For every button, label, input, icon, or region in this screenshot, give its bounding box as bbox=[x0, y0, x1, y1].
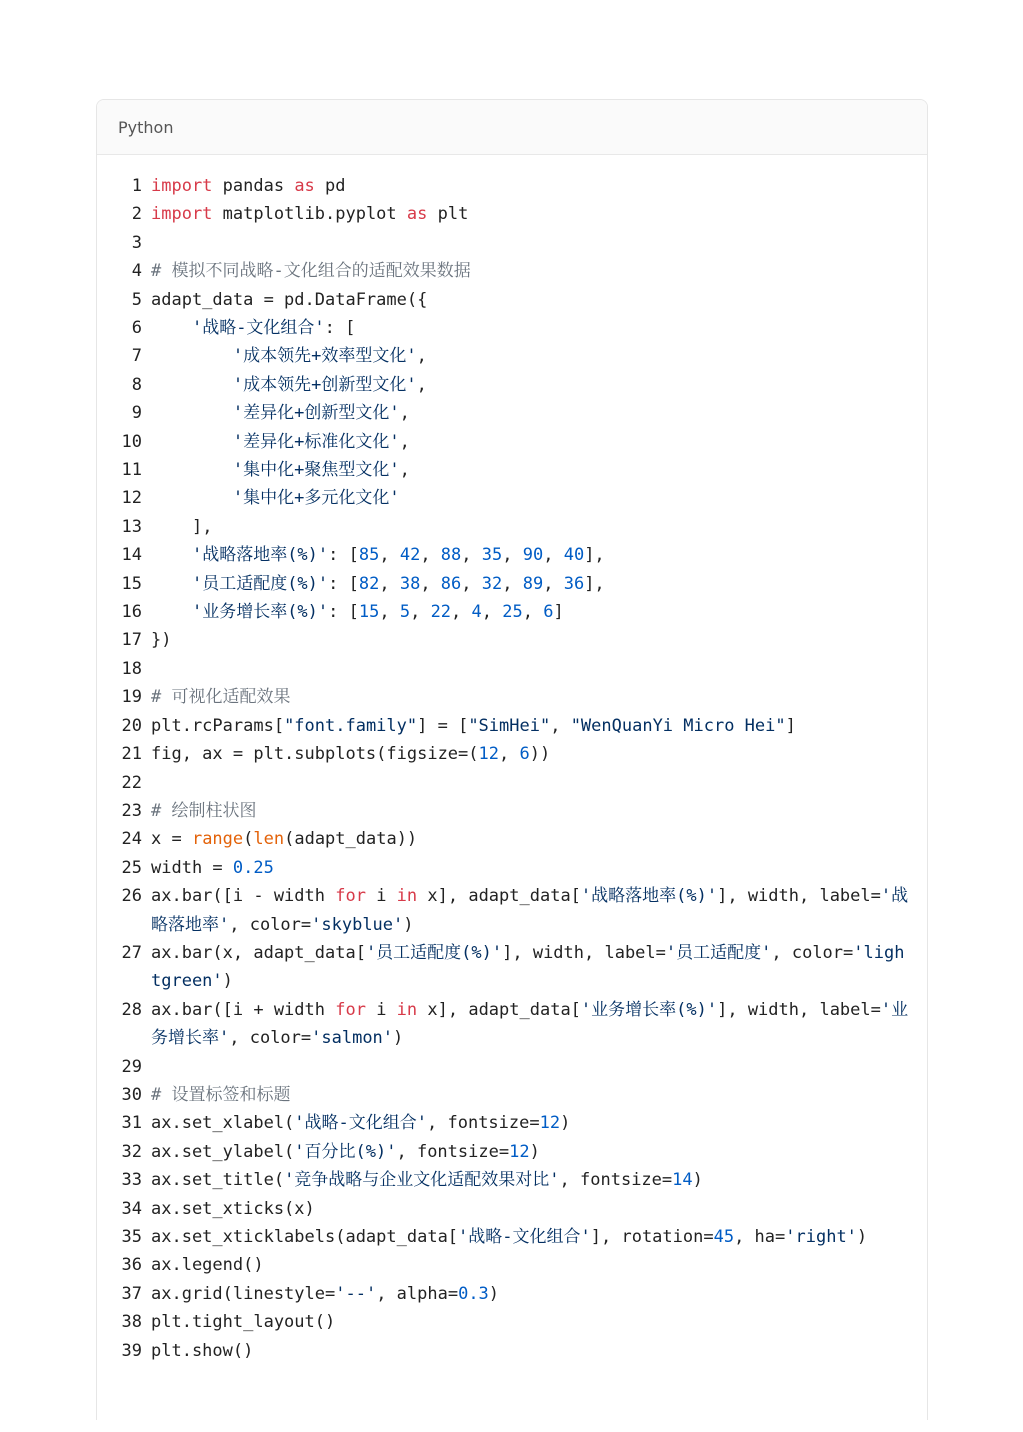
code-token: '员工适配度(%)' bbox=[191, 573, 329, 594]
code-token: width = bbox=[151, 857, 233, 878]
code-token bbox=[151, 375, 233, 395]
line-number: 39 bbox=[121, 1340, 142, 1361]
code-token: '战略-文化组合' bbox=[294, 1113, 428, 1134]
line-text bbox=[151, 825, 911, 853]
code-token: as bbox=[406, 204, 428, 225]
code-token: , fontsize= bbox=[396, 1141, 510, 1162]
code-line bbox=[97, 797, 927, 825]
line-text bbox=[151, 1166, 911, 1194]
line-text bbox=[151, 683, 911, 711]
line-number: 31 bbox=[121, 1113, 142, 1134]
line-text bbox=[151, 1280, 911, 1308]
code-token: , bbox=[379, 545, 400, 566]
code-token: '--' bbox=[335, 1283, 377, 1304]
line-number: 28 bbox=[121, 999, 142, 1020]
code-token: range bbox=[191, 829, 244, 850]
code-token: as bbox=[294, 176, 315, 196]
code-token: 5 bbox=[399, 602, 411, 623]
code-token: , bbox=[543, 545, 564, 566]
code-token: , bbox=[502, 573, 523, 594]
code-token: ax.bar([i - width bbox=[151, 886, 336, 907]
code-block bbox=[96, 99, 928, 1420]
code-token: i bbox=[365, 886, 397, 907]
line-text bbox=[151, 1251, 911, 1279]
code-token: ) bbox=[529, 1141, 540, 1162]
code-token: adapt_data = pd.DataFrame({ bbox=[151, 289, 428, 310]
code-token bbox=[151, 545, 192, 565]
code-token: ) bbox=[560, 1113, 571, 1134]
code-token: , color= bbox=[229, 1028, 312, 1049]
code-line bbox=[97, 1280, 927, 1308]
code-token: , bbox=[416, 346, 427, 367]
code-token: plt.rcParams[ bbox=[151, 715, 285, 736]
code-token bbox=[151, 602, 192, 622]
code-token: '业务增长率' bbox=[151, 999, 909, 1049]
line-number: 21 bbox=[121, 744, 142, 765]
code-token: for bbox=[335, 886, 366, 907]
code-token bbox=[151, 488, 233, 508]
line-text bbox=[151, 1223, 911, 1251]
code-token: '百分比(%)' bbox=[294, 1141, 397, 1162]
line-number: 23 bbox=[121, 800, 142, 821]
line-number: 2 bbox=[131, 204, 142, 225]
code-token: , bbox=[461, 573, 482, 594]
line-number: 7 bbox=[131, 346, 142, 367]
code-token: # 绘制柱状图 bbox=[151, 800, 257, 821]
line-text bbox=[151, 541, 911, 569]
line-text bbox=[151, 513, 911, 541]
line-number: 9 bbox=[131, 403, 142, 424]
code-token: ax.set_title( bbox=[151, 1170, 285, 1191]
code-token: , color= bbox=[229, 914, 312, 935]
code-line bbox=[97, 342, 927, 370]
code-token: , alpha= bbox=[376, 1283, 459, 1304]
code-token: '战略-文化组合' bbox=[458, 1226, 591, 1247]
line-text bbox=[151, 1081, 911, 1109]
line-number: 26 bbox=[121, 886, 142, 907]
code-token: , fontsize= bbox=[559, 1170, 673, 1191]
line-number: 14 bbox=[121, 545, 142, 566]
code-token: 'right' bbox=[785, 1226, 857, 1247]
code-token: 82 bbox=[358, 573, 380, 594]
code-token: 0.3 bbox=[458, 1283, 489, 1304]
line-text bbox=[151, 882, 911, 939]
line-text bbox=[151, 371, 911, 399]
code-token: fig, ax = plt.subplots(figsize=( bbox=[151, 744, 479, 765]
language-label: Python bbox=[118, 117, 174, 137]
code-line bbox=[97, 371, 927, 399]
code-token: ) bbox=[393, 1028, 404, 1049]
code-line bbox=[97, 1081, 927, 1109]
code-token: '竞争战略与企业文化适配效果对比' bbox=[284, 1170, 560, 1191]
code-line bbox=[97, 1195, 927, 1223]
code-token: x], adapt_data[ bbox=[417, 999, 581, 1020]
code-line bbox=[97, 229, 927, 257]
line-text bbox=[151, 996, 911, 1053]
code-token: 36 bbox=[563, 573, 585, 594]
code-token: , bbox=[379, 602, 400, 623]
code-line bbox=[97, 1166, 927, 1194]
code-token: ) bbox=[403, 914, 414, 935]
code-line bbox=[97, 541, 927, 569]
line-number: 5 bbox=[131, 289, 142, 310]
code-token: # 可视化适配效果 bbox=[151, 687, 291, 708]
code-line bbox=[97, 1109, 927, 1137]
code-token: 32 bbox=[481, 573, 503, 594]
code-line bbox=[97, 1138, 927, 1166]
line-number: 6 bbox=[131, 318, 142, 339]
code-token: )) bbox=[529, 744, 551, 765]
code-line bbox=[97, 257, 927, 285]
code-token: , bbox=[399, 403, 410, 424]
line-number: 13 bbox=[121, 516, 142, 537]
code-line bbox=[97, 399, 927, 427]
code-token: 0.25 bbox=[232, 857, 274, 878]
line-number: 34 bbox=[121, 1198, 142, 1219]
line-text bbox=[151, 939, 911, 996]
code-token: matplotlib.pyplot bbox=[212, 204, 407, 225]
code-token: 15 bbox=[358, 602, 380, 623]
code-token bbox=[151, 346, 233, 366]
code-line bbox=[97, 1337, 927, 1365]
line-text bbox=[151, 1337, 911, 1365]
code-token: in bbox=[396, 999, 418, 1020]
code-token: 89 bbox=[522, 573, 544, 594]
code-token bbox=[151, 460, 233, 480]
code-token bbox=[151, 318, 192, 338]
code-token: '成本领先+创新型文化' bbox=[232, 374, 417, 395]
code-token: '集中化+聚焦型文化' bbox=[232, 460, 400, 481]
line-number: 30 bbox=[121, 1084, 142, 1105]
code-token: ] bbox=[553, 602, 564, 623]
line-text bbox=[151, 712, 911, 740]
code-token: '员工适配度(%)' bbox=[365, 942, 503, 963]
code-token: , bbox=[420, 573, 441, 594]
line-text bbox=[151, 200, 911, 228]
code-token: 86 bbox=[440, 573, 462, 594]
code-token: ], width, label= bbox=[717, 999, 881, 1020]
code-token: # 设置标签和标题 bbox=[151, 1084, 291, 1105]
line-text bbox=[151, 1308, 911, 1336]
code-token: ) bbox=[856, 1226, 868, 1247]
line-number: 38 bbox=[121, 1312, 142, 1333]
code-token: i bbox=[365, 999, 397, 1020]
code-token: import bbox=[151, 204, 213, 225]
code-line bbox=[97, 996, 927, 1053]
code-token: import bbox=[151, 176, 213, 196]
code-line bbox=[97, 1223, 927, 1251]
code-line bbox=[97, 286, 927, 314]
line-text bbox=[151, 428, 911, 456]
code-token: ax.bar(x, adapt_data[ bbox=[151, 942, 366, 963]
code-token: ax.set_xlabel( bbox=[151, 1113, 295, 1134]
code-token: , bbox=[481, 602, 503, 623]
code-token: '差异化+标准化文化' bbox=[232, 431, 400, 452]
code-token: ], bbox=[151, 516, 213, 537]
line-number: 18 bbox=[121, 658, 142, 679]
code-token: ], rotation= bbox=[590, 1226, 714, 1247]
code-token: , bbox=[399, 431, 410, 452]
code-token: ], bbox=[584, 573, 605, 594]
code-line bbox=[97, 740, 927, 768]
line-number: 25 bbox=[121, 857, 142, 878]
code-token: : [ bbox=[328, 602, 359, 623]
line-number: 4 bbox=[131, 261, 142, 282]
code-token: 42 bbox=[399, 545, 421, 566]
code-token: 12 bbox=[539, 1113, 561, 1134]
code-token: , ha= bbox=[734, 1226, 786, 1247]
code-token: ) bbox=[222, 971, 233, 992]
code-token: x], adapt_data[ bbox=[417, 886, 581, 907]
line-number: 1 bbox=[131, 176, 142, 196]
code-token: "SimHei" bbox=[468, 715, 551, 736]
code-token: 45 bbox=[713, 1226, 735, 1247]
line-number: 10 bbox=[121, 431, 142, 452]
code-token: 'lightgreen' bbox=[151, 942, 905, 992]
line-number: 33 bbox=[121, 1170, 142, 1191]
code-token bbox=[151, 574, 192, 594]
line-number: 17 bbox=[121, 630, 142, 651]
line-number: 29 bbox=[121, 1056, 142, 1077]
code-token: '集中化+多元化文化' bbox=[232, 488, 400, 509]
line-text bbox=[151, 797, 911, 825]
code-line bbox=[97, 513, 927, 541]
code-token: 90 bbox=[522, 545, 544, 566]
line-text bbox=[151, 626, 911, 654]
line-text bbox=[151, 172, 911, 200]
line-text bbox=[151, 286, 911, 314]
code-token: ax.set_xticklabels(adapt_data[ bbox=[151, 1226, 459, 1247]
code-token: 12 bbox=[509, 1141, 530, 1162]
line-text bbox=[151, 1138, 911, 1166]
code-token: , bbox=[502, 545, 523, 566]
line-number: 32 bbox=[121, 1141, 142, 1162]
line-number: 11 bbox=[121, 460, 142, 481]
code-token: '战略落地率(%)' bbox=[191, 545, 329, 566]
code-token: "font.family" bbox=[284, 715, 418, 736]
code-line bbox=[97, 314, 927, 342]
code-token: ax.bar([i + width bbox=[151, 999, 336, 1020]
line-number: 37 bbox=[121, 1283, 142, 1304]
code-token: 88 bbox=[440, 545, 462, 566]
line-text bbox=[151, 1195, 911, 1223]
code-line bbox=[97, 825, 927, 853]
line-number: 16 bbox=[121, 602, 142, 623]
line-number: 3 bbox=[131, 232, 142, 253]
code-token: ax.set_ylabel( bbox=[151, 1141, 295, 1162]
code-line bbox=[97, 882, 927, 939]
code-token: , bbox=[499, 744, 520, 765]
code-token: in bbox=[396, 886, 418, 907]
code-token: # 模拟不同战略-文化组合的适配效果数据 bbox=[151, 261, 471, 282]
code-header bbox=[97, 100, 927, 155]
line-number: 15 bbox=[121, 573, 142, 594]
code-line bbox=[97, 655, 927, 683]
code-token: 85 bbox=[358, 545, 380, 566]
line-number: 20 bbox=[121, 715, 142, 736]
code-line bbox=[97, 172, 927, 200]
code-token bbox=[151, 403, 233, 423]
code-token: 40 bbox=[563, 545, 585, 566]
line-number: 35 bbox=[121, 1226, 142, 1247]
code-token: 25 bbox=[502, 602, 523, 623]
code-line bbox=[97, 484, 927, 512]
line-number: 27 bbox=[121, 942, 142, 963]
code-token: 14 bbox=[672, 1170, 693, 1191]
code-token: '差异化+创新型文化' bbox=[232, 403, 400, 424]
line-text bbox=[151, 740, 911, 768]
code-token: , bbox=[543, 573, 564, 594]
code-token: pandas bbox=[212, 176, 295, 196]
line-text bbox=[151, 570, 911, 598]
code-token: (adapt_data)) bbox=[284, 829, 418, 850]
code-token: '员工适配度' bbox=[665, 942, 772, 963]
code-token: ], width, label= bbox=[502, 942, 666, 963]
code-token: ax.legend() bbox=[151, 1255, 264, 1276]
code-token: , color= bbox=[771, 942, 854, 963]
code-token: ax.set_xticks(x) bbox=[151, 1198, 315, 1219]
code-token: '成本领先+效率型文化' bbox=[232, 346, 417, 367]
line-text bbox=[151, 484, 911, 512]
code-token: ) bbox=[692, 1170, 703, 1191]
code-line bbox=[97, 939, 927, 996]
code-token: 4 bbox=[471, 602, 482, 623]
code-line bbox=[97, 626, 927, 654]
code-token: 22 bbox=[430, 602, 452, 623]
code-token: 6 bbox=[543, 602, 554, 623]
line-text bbox=[151, 598, 911, 626]
line-number: 22 bbox=[121, 772, 142, 793]
line-number: 19 bbox=[121, 687, 142, 708]
line-number: 36 bbox=[121, 1255, 142, 1276]
code-token: '战略落地率(%)' bbox=[580, 886, 718, 907]
code-token: }) bbox=[151, 630, 172, 651]
code-token: ] = [ bbox=[417, 715, 469, 736]
code-line bbox=[97, 598, 927, 626]
code-token: 'skyblue' bbox=[311, 914, 404, 935]
code-line bbox=[97, 683, 927, 711]
code-token: 38 bbox=[399, 573, 421, 594]
code-token: ], width, label= bbox=[717, 886, 881, 907]
code-token: ax.grid(linestyle= bbox=[151, 1283, 336, 1304]
code-token: ], bbox=[584, 545, 605, 566]
code-line bbox=[97, 1308, 927, 1336]
code-token: pd bbox=[314, 176, 346, 196]
code-token: , bbox=[379, 573, 400, 594]
line-text bbox=[151, 314, 911, 342]
line-text bbox=[151, 257, 911, 285]
code-body bbox=[97, 172, 927, 1365]
code-line bbox=[97, 456, 927, 484]
line-number: 24 bbox=[121, 829, 142, 850]
code-token: : [ bbox=[328, 545, 359, 566]
line-number: 12 bbox=[121, 488, 142, 509]
code-token: , bbox=[420, 545, 441, 566]
code-token: x = bbox=[151, 829, 192, 850]
code-token bbox=[151, 432, 233, 452]
code-token: plt bbox=[427, 204, 469, 225]
code-token: '业务增长率(%)' bbox=[580, 999, 718, 1020]
code-token: '战略落地率' bbox=[151, 886, 909, 935]
line-text bbox=[151, 1109, 911, 1137]
code-line bbox=[97, 1053, 927, 1081]
code-token: plt.tight_layout() bbox=[151, 1312, 336, 1333]
code-token: '战略-文化组合' bbox=[191, 318, 325, 339]
code-token: ] bbox=[785, 715, 796, 736]
line-text bbox=[151, 399, 911, 427]
code-token: , bbox=[410, 602, 431, 623]
code-token: 12 bbox=[478, 744, 499, 765]
code-token: 6 bbox=[519, 744, 530, 765]
code-line bbox=[97, 200, 927, 228]
line-text bbox=[151, 342, 911, 370]
code-line bbox=[97, 1251, 927, 1279]
code-token: 35 bbox=[481, 545, 503, 566]
code-line bbox=[97, 769, 927, 797]
line-text bbox=[151, 456, 911, 484]
line-text bbox=[151, 854, 911, 882]
code-line bbox=[97, 428, 927, 456]
code-token: len bbox=[253, 829, 285, 850]
code-token: , bbox=[550, 715, 571, 736]
code-token: , bbox=[451, 602, 472, 623]
code-token: , bbox=[416, 374, 427, 395]
code-line bbox=[97, 854, 927, 882]
code-token: for bbox=[335, 999, 366, 1020]
code-token: ( bbox=[243, 829, 254, 850]
code-line bbox=[97, 712, 927, 740]
code-token: ) bbox=[488, 1283, 500, 1304]
code-token: , fontsize= bbox=[427, 1113, 540, 1134]
code-token: '业务增长率(%)' bbox=[191, 602, 329, 623]
code-line bbox=[97, 570, 927, 598]
code-token: , bbox=[461, 545, 482, 566]
code-token: plt.show() bbox=[151, 1340, 254, 1361]
line-number: 8 bbox=[131, 374, 142, 395]
code-token: , bbox=[399, 460, 410, 481]
code-token: , bbox=[522, 602, 544, 623]
code-token: : [ bbox=[324, 318, 356, 339]
code-token: : [ bbox=[328, 573, 359, 594]
code-token: 'salmon' bbox=[311, 1028, 394, 1049]
code-token: "WenQuanYi Micro Hei" bbox=[570, 715, 786, 736]
